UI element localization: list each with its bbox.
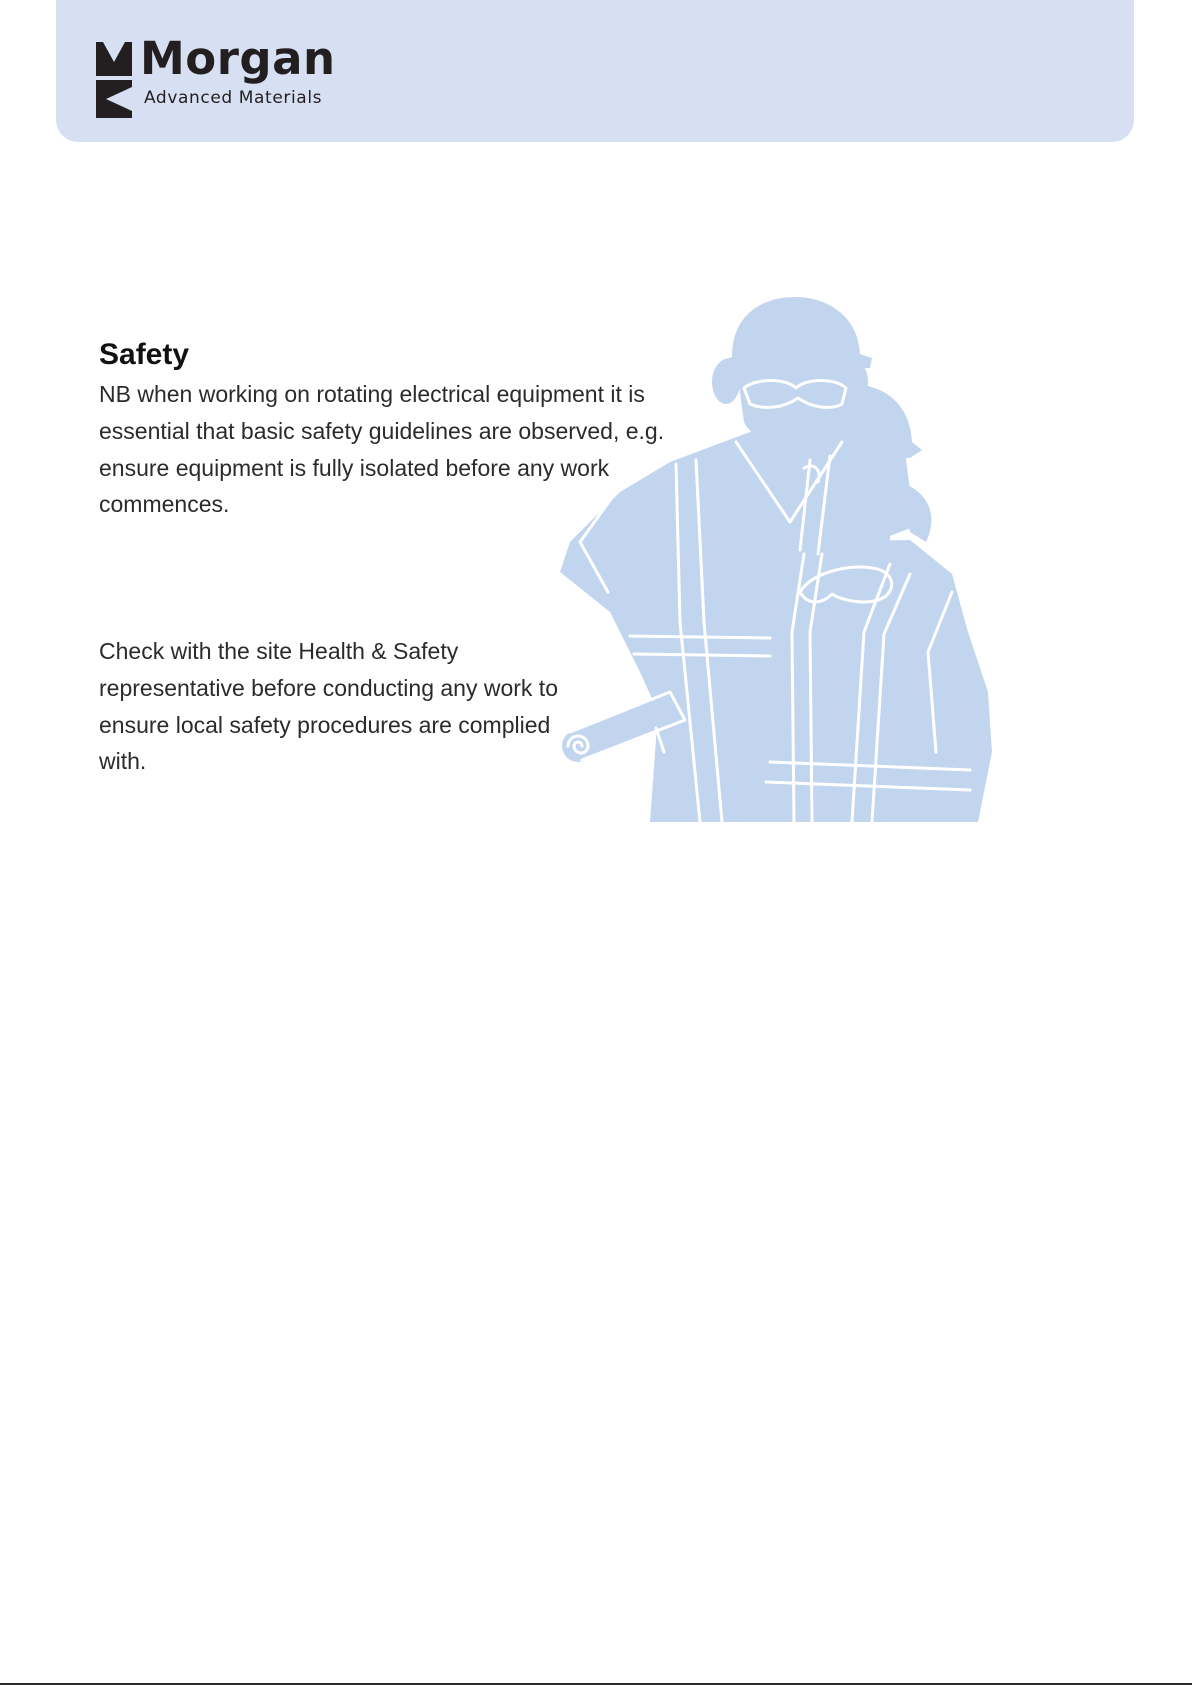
- logo-subtitle: Advanced Materials: [144, 88, 323, 108]
- safety-paragraph-isolation: NB when working on rotating electrical equipment it is essential that basic safety guidelines are observed, e.g. ensure equipment is fully isolated before any work commences.: [99, 381, 665, 518]
- section-title-safety: Safety: [99, 338, 190, 371]
- morgan-logo-mark-icon: [96, 42, 132, 118]
- logo-name: Morgan: [140, 32, 336, 85]
- company-logo: [96, 32, 356, 120]
- safety-workers-illustration-icon: [560, 292, 1030, 822]
- safety-paragraph-site-procedures: Check with the site Health & Safety representative before conducting any work to ensure local safety procedures are complied with.: [99, 638, 558, 775]
